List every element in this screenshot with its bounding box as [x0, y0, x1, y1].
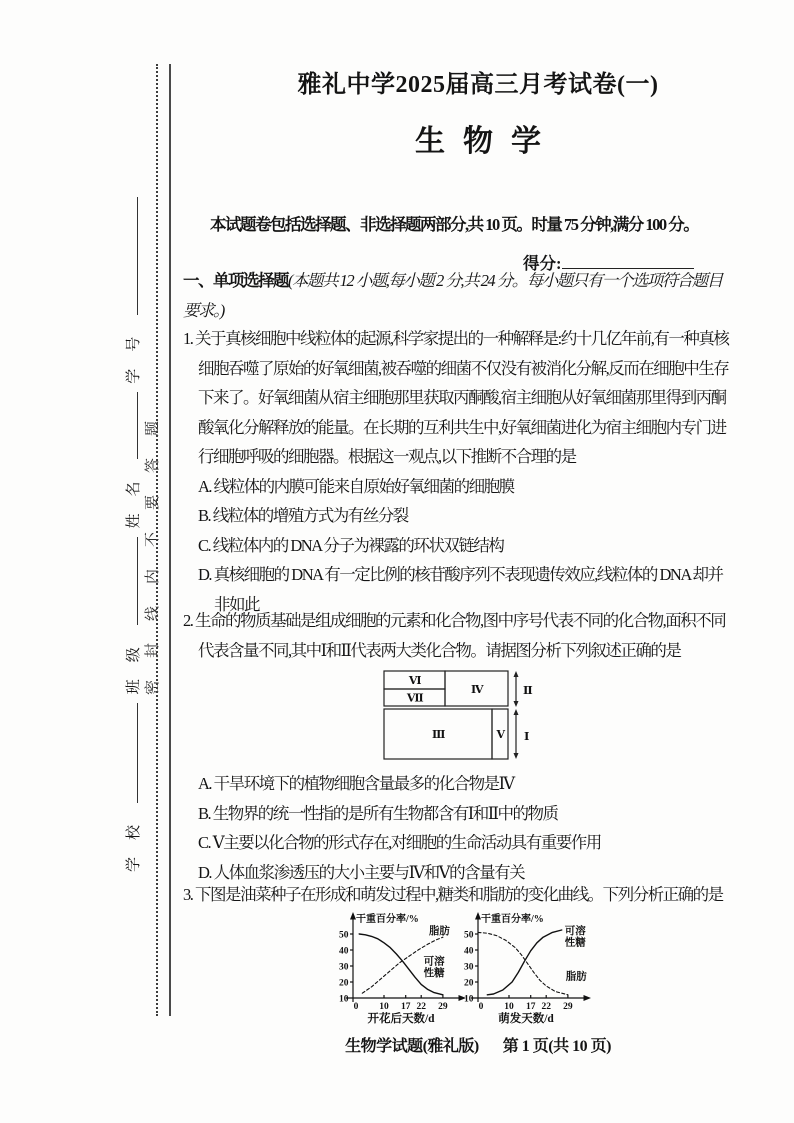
svg-text:10: 10: [379, 1002, 389, 1012]
svg-text:干重百分率/%: 干重百分率/%: [481, 914, 544, 925]
compound-box-iii-label: Ⅲ: [432, 729, 444, 741]
svg-text:20: 20: [464, 978, 474, 989]
score-label: 得分:: [523, 254, 562, 273]
compound-box-vii-label: Ⅶ: [406, 692, 423, 705]
svg-text:0: 0: [478, 1002, 484, 1012]
section-heading: [183, 266, 735, 325]
question-2: [183, 606, 735, 887]
footer-exam-name: 生物学试题(雅礼版): [345, 1038, 479, 1055]
q2-option-d: D. 人体血浆渗透压的大小主要与Ⅳ和Ⅴ的含量有关: [198, 862, 525, 882]
bracket-i-label: Ⅰ: [524, 731, 528, 743]
svg-text:20: 20: [339, 978, 349, 989]
name-label: 姓名: [126, 464, 142, 529]
name-blank: [126, 392, 138, 459]
q1-option-d: D. 真核细胞的 DNA 有一定比例的核苷酸序列不表现遗传效应,线粒体的 DNA 却并非如此: [198, 565, 723, 614]
q2-compound-diagram: [383, 670, 535, 762]
svg-text:脂肪: 脂肪: [428, 926, 450, 937]
svg-text:22: 22: [541, 1002, 551, 1012]
question-1: [183, 324, 735, 619]
q2-option-a: A. 干旱环境下的植物细胞含量最多的化合物是Ⅳ: [198, 774, 514, 793]
footer-page-number: 第 1 页(共 10 页): [502, 1038, 611, 1055]
compound-box-vi-label: Ⅵ: [408, 675, 421, 687]
svg-text:萌发天数/d: 萌发天数/d: [498, 1013, 554, 1025]
svg-text:性糖: 性糖: [564, 937, 586, 949]
school-label: 学校: [126, 807, 142, 872]
svg-text:性糖: 性糖: [423, 967, 445, 979]
q1-option-b: B. 线粒体的增殖方式为有丝分裂: [198, 506, 408, 525]
q2-option-c: C. Ⅴ主要以化合物的形式存在,对细胞的生命活动具有重要作用: [198, 833, 601, 852]
compound-box-v-label: Ⅴ: [496, 729, 504, 741]
svg-text:可溶: 可溶: [564, 926, 586, 937]
bracket-arrow-i-head-top: [514, 709, 519, 715]
svg-text:17: 17: [400, 1002, 411, 1012]
section-note: (本题共 12 小题,每小题 2 分,共 24 分。每小题只有一个选项符合题目要求。): [183, 271, 722, 320]
section-title: 一、单项选择题: [183, 271, 288, 290]
q3-stem: 3. 下图是油菜种子在形成和萌发过程中,糖类和脂肪的变化曲线。下列分析正确的是: [183, 885, 723, 904]
bracket-arrow-ii-head-bottom: [514, 701, 519, 707]
q2-option-b: B. 生物界的统一性指的是所有生物都含有Ⅰ和Ⅱ中的物质: [198, 803, 558, 823]
svg-text:10: 10: [464, 994, 474, 1005]
svg-text:30: 30: [464, 962, 474, 973]
class-blank: [126, 537, 138, 625]
seal-dotted-line: [156, 64, 158, 1016]
q3-number: 3.: [183, 885, 193, 904]
school-blank: [126, 703, 138, 803]
svg-text:30: 30: [339, 962, 349, 973]
student-id-blank: [126, 197, 138, 315]
student-id-label: 学号: [126, 319, 142, 384]
q2-stem: 2. 生命的物质基础是组成细胞的元素和化合物,图中序号代表不同的化合物,面积不同代表含量不同,其中Ⅰ和Ⅱ代表两大类化合物。请据图分析下列叙述正确的是: [183, 611, 726, 660]
svg-text:10: 10: [504, 1002, 514, 1012]
bracket-arrow-ii-head-top: [514, 671, 519, 677]
svg-text:脂肪: 脂肪: [565, 971, 587, 983]
q2-number: 2.: [183, 611, 193, 630]
svg-text:开花后天数/d: 开花后天数/d: [367, 1013, 435, 1025]
svg-text:29: 29: [438, 1002, 448, 1012]
svg-text:50: 50: [339, 930, 349, 941]
svg-text:17: 17: [525, 1002, 536, 1012]
svg-text:29: 29: [563, 1002, 573, 1012]
svg-text:10: 10: [339, 994, 349, 1005]
q1-option-c: C. 线粒体内的 DNA 分子为裸露的环状双链结构: [198, 535, 504, 555]
bracket-arrow-i-head-bottom: [514, 753, 519, 759]
svg-text:0: 0: [353, 1002, 359, 1012]
compound-box-iv-label: Ⅳ: [471, 684, 482, 696]
svg-text:干重百分率/%: 干重百分率/%: [356, 914, 419, 925]
chart-germination-days: [454, 910, 596, 1028]
binding-margin-labels: [122, 217, 142, 872]
svg-text:40: 40: [339, 946, 349, 957]
margin-solid-line: [169, 64, 171, 1016]
page-title: 雅礼中学2025届高三月考试卷(一): [297, 72, 659, 98]
svg-text:50: 50: [464, 930, 474, 941]
exam-instructions: 本试题卷包括选择题、非选择题两部分,共 10 页。时量 75 分钟,满分 100 分。: [210, 215, 699, 234]
q1-option-a: A. 线粒体的内膜可能来自原始好氧细菌的细胞膜: [198, 476, 514, 496]
chart-days-after-flowering: [329, 910, 471, 1028]
svg-text:可溶: 可溶: [423, 956, 445, 968]
class-label: 班级: [126, 630, 142, 695]
seal-line-text: 密封线内不要答题: [145, 398, 161, 695]
page-footer: [203, 1033, 753, 1056]
question-3: [183, 880, 735, 910]
bracket-ii-label: Ⅱ: [523, 685, 532, 697]
q1-number: 1.: [183, 329, 193, 348]
subject-title: 生物学: [415, 125, 559, 158]
svg-text:22: 22: [416, 1002, 426, 1012]
svg-text:40: 40: [464, 946, 474, 957]
q1-stem: 1. 关于真核细胞中线粒体的起源,科学家提出的一种解释是:约十几亿年前,有一种真核细胞吞噬了原始的好氧细菌,被吞噬的细菌不仅没有被消化分解,反而在细胞中生存下来了。好氧细菌从宿主细胞那里获取丙酮酸,宿主细胞从好氧细菌那里得到丙酮酸氧化分解释放的能量。在长期的互利共生中,好氧细菌进化为宿主细胞内专门进行细胞呼吸的细胞器。根据这一观点,以下推断不合理的是: [183, 329, 729, 466]
